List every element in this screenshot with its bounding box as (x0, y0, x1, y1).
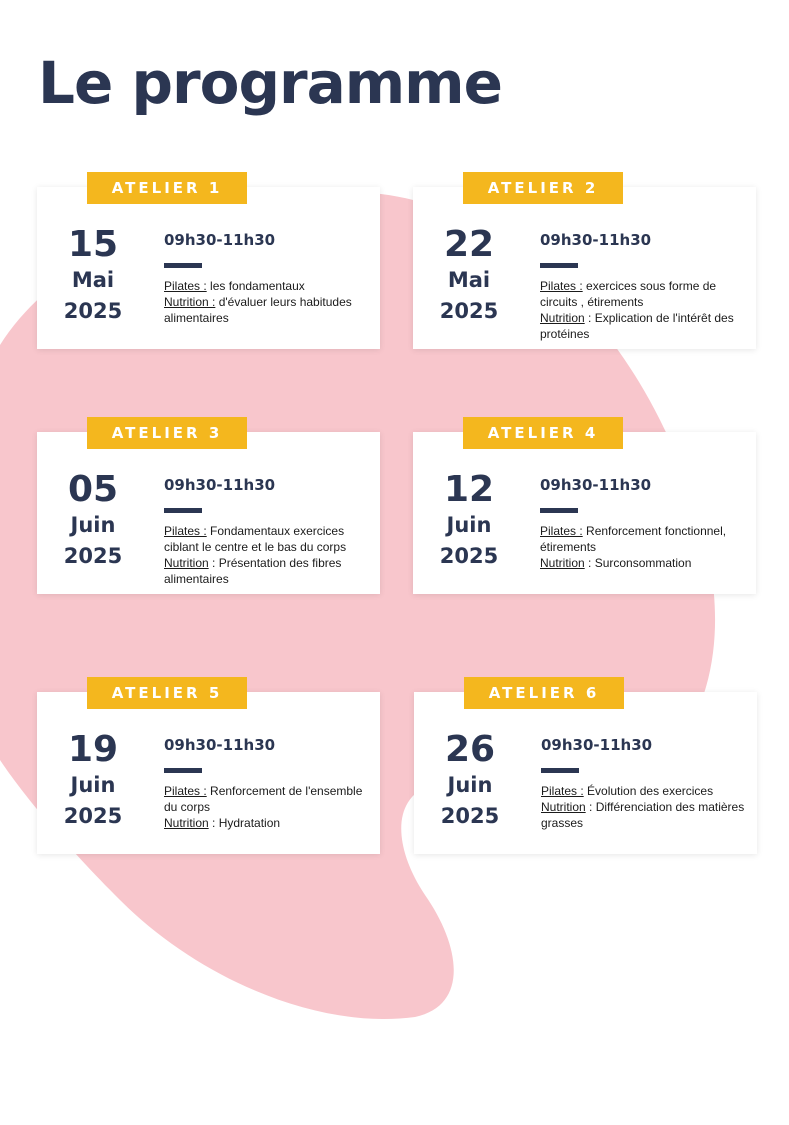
pilates-text: Renforcement de l'ensemble du corps (164, 784, 363, 814)
pilates-text: Évolution des exercices (583, 784, 714, 798)
pilates-text: exercices sous forme de circuits , étirements (540, 279, 717, 309)
atelier-description (540, 523, 745, 571)
divider-bar (541, 768, 579, 773)
date-year: 2025 (440, 804, 500, 828)
date-year: 2025 (63, 299, 123, 323)
nutrition-line (541, 799, 746, 831)
nutrition-label: Nutrition (541, 800, 586, 814)
date-month: Juin (447, 773, 493, 797)
time-range: 09h30-11h30 (164, 231, 276, 249)
nutrition-label: Nutrition (540, 311, 585, 325)
time-range: 09h30-11h30 (540, 231, 652, 249)
nutrition-text: d'évaluer leurs habitudes alimentaires (164, 295, 352, 325)
atelier-badge: ATELIER 6 (464, 677, 624, 709)
pilates-line (164, 523, 369, 555)
atelier-card-4 (413, 424, 756, 594)
atelier-description (541, 783, 746, 831)
nutrition-line (540, 310, 745, 342)
date-year: 2025 (439, 299, 499, 323)
atelier-badge: ATELIER 4 (463, 417, 623, 449)
time-range: 09h30-11h30 (541, 736, 653, 754)
date-block (37, 470, 149, 572)
atelier-card-6 (414, 684, 757, 854)
time-range: 09h30-11h30 (164, 476, 276, 494)
nutrition-text: : Différenciation des matières grasses (541, 800, 745, 830)
divider-bar (164, 508, 202, 513)
pilates-line (541, 783, 746, 799)
divider-bar (540, 263, 578, 268)
time-range: 09h30-11h30 (540, 476, 652, 494)
nutrition-line (164, 815, 369, 831)
time-range: 09h30-11h30 (164, 736, 276, 754)
atelier-card-1 (37, 179, 380, 349)
pilates-label: Pilates : (540, 524, 583, 538)
date-block (413, 225, 525, 327)
atelier-card-5 (37, 684, 380, 854)
date-year: 2025 (439, 544, 499, 568)
date-month: Mai (71, 268, 115, 292)
nutrition-line (164, 555, 369, 587)
nutrition-text: : Présentation des fibres alimentaires (164, 556, 342, 586)
nutrition-text: : Explication de l'intérêt des protéines (540, 311, 734, 341)
atelier-badge: ATELIER 5 (87, 677, 247, 709)
atelier-description (164, 278, 369, 326)
date-month: Mai (447, 268, 491, 292)
pilates-label: Pilates : (541, 784, 584, 798)
nutrition-label: Nutrition : (164, 295, 216, 309)
pilates-label: Pilates : (164, 524, 207, 538)
nutrition-label: Nutrition (164, 556, 209, 570)
date-block (413, 470, 525, 572)
pilates-label: Pilates : (540, 279, 583, 293)
nutrition-label: Nutrition (164, 816, 209, 830)
atelier-badge: ATELIER 2 (463, 172, 623, 204)
date-block (37, 225, 149, 327)
nutrition-line (164, 294, 369, 326)
atelier-card-2 (413, 179, 756, 349)
divider-bar (540, 508, 578, 513)
pilates-text: Fondamentaux exercices ciblant le centre et le bas du corps (164, 524, 347, 554)
pilates-line (164, 783, 369, 815)
pilates-label: Pilates : (164, 279, 207, 293)
atelier-description (164, 783, 369, 831)
date-year: 2025 (63, 544, 123, 568)
date-day: 22 (443, 224, 495, 265)
atelier-description (164, 523, 369, 587)
date-month: Juin (70, 773, 116, 797)
pilates-line (540, 523, 745, 555)
nutrition-line (540, 555, 745, 571)
divider-bar (164, 768, 202, 773)
date-day: 15 (67, 224, 119, 265)
date-day: 26 (444, 729, 496, 770)
atelier-badge: ATELIER 3 (87, 417, 247, 449)
date-block (37, 730, 149, 832)
date-month: Juin (446, 513, 492, 537)
pilates-line (540, 278, 745, 310)
pilates-text: Renforcement fonctionnel, étirements (540, 524, 727, 554)
pilates-label: Pilates : (164, 784, 207, 798)
date-year: 2025 (63, 804, 123, 828)
nutrition-text: : Surconsommation (584, 556, 692, 570)
date-month: Juin (70, 513, 116, 537)
atelier-card-3 (37, 424, 380, 594)
nutrition-text: : Hydratation (208, 816, 281, 830)
atelier-description (540, 278, 745, 342)
nutrition-label: Nutrition (540, 556, 585, 570)
pilates-text: les fondamentaux (206, 279, 305, 293)
page-title: Le programme (38, 49, 502, 117)
date-day: 12 (443, 469, 495, 510)
atelier-badge: ATELIER 1 (87, 172, 247, 204)
divider-bar (164, 263, 202, 268)
date-block (414, 730, 526, 832)
date-day: 05 (67, 469, 119, 510)
pilates-line (164, 278, 369, 294)
date-day: 19 (67, 729, 119, 770)
